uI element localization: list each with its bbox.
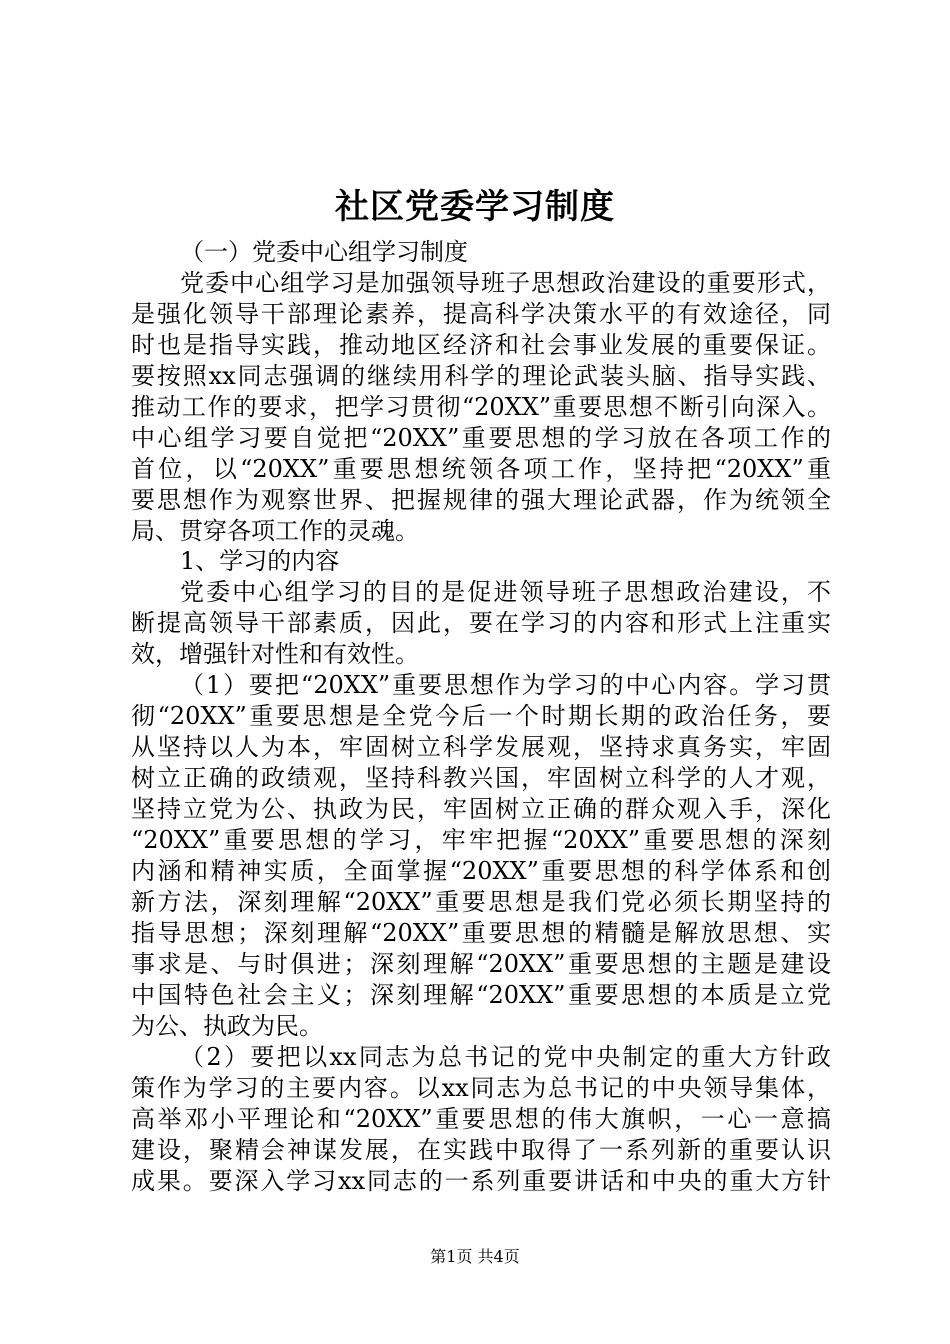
page-number-footer: 第1页 共4页 — [430, 1247, 520, 1266]
text-line: 策作为学习的主要内容。以xx同志为总书记的中央领导集体， — [131, 1074, 831, 1102]
text-line: 为公、执政为民。 — [131, 1012, 323, 1040]
text-line: 彻“20XX”重要思想是全党今后一个时期长期的政治任务，要 — [131, 702, 831, 730]
text-line: 坚持立党为公、执政为民，牢固树立正确的群众观入手，深化 — [131, 795, 831, 823]
text-line: （2）要把以xx同志为总书记的党中央制定的重大方针政 — [180, 1043, 831, 1071]
text-line: 高举邓小平理论和“20XX”重要思想的伟大旗帜，一心一意搞 — [131, 1105, 831, 1133]
text-line: 中国特色社会主义；深刻理解“20XX”重要思想的本质是立党 — [131, 981, 831, 1009]
text-line: 断提高领导干部素质，因此，要在学习的内容和形式上注重实 — [131, 609, 831, 637]
text-line: 建设，聚精会神谋发展，在实践中取得了一系列新的重要认识 — [131, 1136, 831, 1164]
text-line: 效，增强针对性和有效性。 — [131, 640, 419, 668]
text-line: 时也是指导实践，推动地区经济和社会事业发展的重要保证。 — [131, 331, 831, 359]
text-line: 内涵和精神实质，全面掌握“20XX”重要思想的科学体系和创 — [131, 857, 831, 885]
text-line: 新方法，深刻理解“20XX”重要思想是我们党必须长期坚持的 — [131, 888, 831, 916]
subsection-heading: 1、学习的内容 — [180, 547, 340, 575]
text-line: “20XX”重要思想的学习，牢牢把握“20XX”重要思想的深刻 — [131, 826, 831, 854]
text-line: 从坚持以人为本，牢固树立科学发展观，坚持求真务实，牢固 — [131, 733, 831, 761]
text-line: 是强化领导干部理论素养，提高科学决策水平的有效途径，同 — [131, 300, 831, 328]
document-title: 社区党委学习制度 — [335, 187, 615, 227]
section-heading: （一）党委中心组学习制度 — [180, 238, 468, 266]
text-line: 党委中心组学习的目的是促进领导班子思想政治建设，不 — [180, 578, 831, 606]
text-line: 中心组学习要自觉把“20XX”重要思想的学习放在各项工作的 — [131, 424, 831, 452]
text-line: 推动工作的要求，把学习贯彻“20XX”重要思想不断引向深入。 — [131, 393, 831, 421]
text-line: 首位，以“20XX”重要思想统领各项工作，坚持把“20XX”重 — [131, 455, 831, 483]
text-line: 指导思想；深刻理解“20XX”重要思想的精髓是解放思想、实 — [131, 919, 831, 947]
text-line: 要思想作为观察世界、把握规律的强大理论武器，作为统领全 — [131, 486, 831, 514]
text-line: 局、贯穿各项工作的灵魂。 — [131, 517, 419, 545]
text-line: 成果。要深入学习xx同志的一系列重要讲话和中央的重大方针 — [131, 1167, 831, 1195]
text-line: 树立正确的政绩观，坚持科教兴国，牢固树立科学的人才观， — [131, 764, 831, 792]
text-line: 要按照xx同志强调的继续用科学的理论武装头脑、指导实践、 — [131, 362, 831, 390]
text-line: 事求是、与时俱进；深刻理解“20XX”重要思想的主题是建设 — [131, 950, 831, 978]
text-line: （1）要把“20XX”重要思想作为学习的中心内容。学习贯 — [180, 671, 831, 699]
text-line: 党委中心组学习是加强领导班子思想政治建设的重要形式， — [180, 269, 831, 297]
